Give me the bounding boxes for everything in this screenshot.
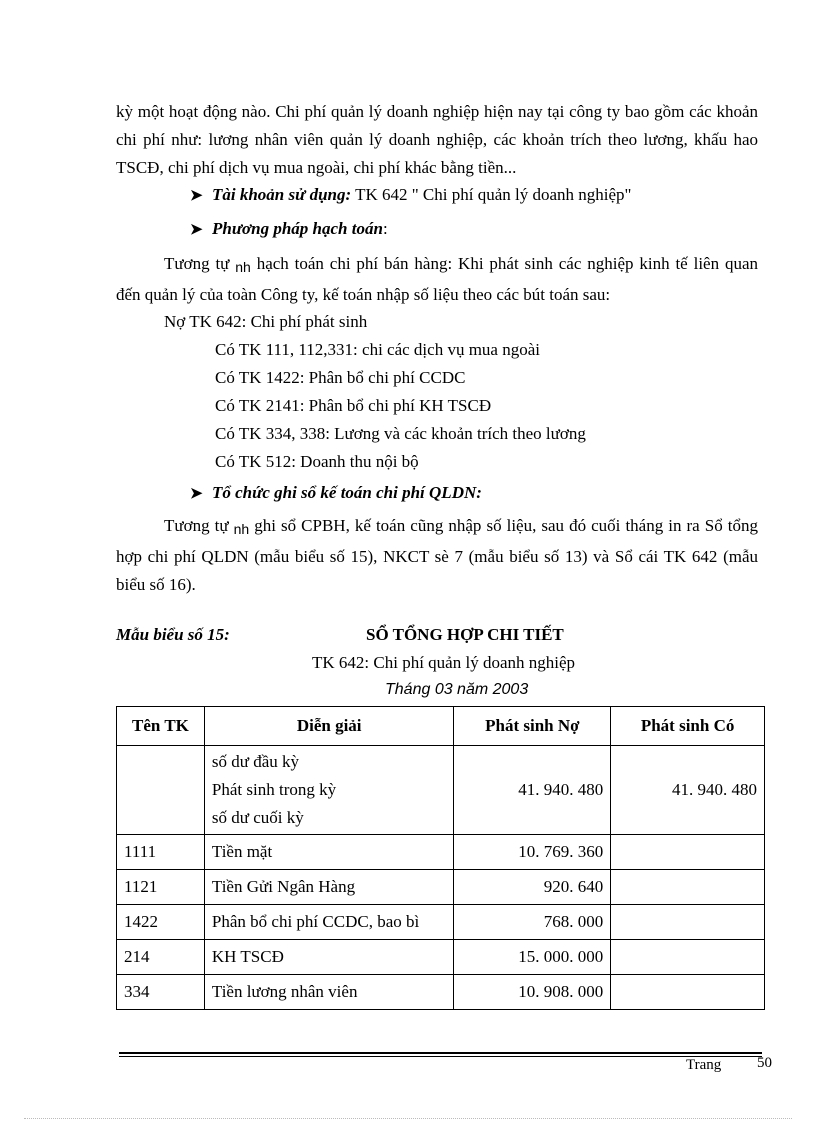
bullet-bookkeeping: ➤ Tổ chức ghi sổ kế toán chi phí QLDN: — [190, 483, 482, 502]
footer-page-number: 50 — [757, 1055, 772, 1071]
arrow-bullet-icon: ➤ — [190, 222, 203, 238]
credit-entry: Có TK 334, 338: Lương và các khoản trích theo lương — [215, 424, 586, 443]
cell-account: 334 — [117, 975, 205, 1010]
form-title: SỔ TỔNG HỢP CHI TIẾT — [366, 625, 564, 644]
arrow-bullet-icon: ➤ — [190, 188, 203, 204]
credit-entry: Có TK 1422: Phân bổ chi phí CCDC — [215, 368, 466, 387]
cell-description: Tiền mặt — [204, 835, 454, 870]
table-row — [117, 746, 765, 835]
footer-divider-thin — [119, 1056, 762, 1057]
credit-entry: Có TK 512: Doanh thu nội bộ — [215, 452, 419, 471]
header-credit: Phát sinh Có — [611, 707, 765, 746]
header-description: Diễn giải — [204, 707, 454, 746]
form-period: Tháng 03 năm 2003 — [385, 681, 529, 698]
page-edge-dotted-line — [24, 1118, 792, 1119]
table-row — [117, 975, 765, 1010]
bookkeeping-paragraph: Tương tự $_{nh}$ ghi sổ CPBH, kế toán cũng nhập số liệu, sau đó cuối tháng in ra Sổ tổng hợp chi phí QLDN (mẫu biểu số 15), NKCT sè 7 (mẫu biểu số 13) và Sổ cái TK 642 (mẫu biểu số 16). — [116, 516, 758, 594]
footer-page-label: Trang — [686, 1057, 722, 1073]
cell-debit: 10. 908. 000 — [454, 975, 611, 1010]
header-debit: Phát sinh Nợ — [454, 707, 611, 746]
cell-description: số dư đầu kỳ Phát sinh trong kỳ số dư cuối kỳ — [204, 746, 454, 835]
cell-description: Tiền Gửi Ngân Hàng — [204, 870, 454, 905]
cell-credit: 41. 940. 480 — [611, 746, 765, 835]
table-row — [117, 940, 765, 975]
table-row — [117, 905, 765, 940]
credit-entry: Có TK 2141: Phân bổ chi phí KH TSCĐ — [215, 396, 492, 415]
intro-paragraph: kỳ một hoạt động nào. Chi phí quản lý doanh nghiệp hiện nay tại công ty bao gồm các khoản chi phí như: lương nhân viên quản lý doanh nghiệp, các khoản trích theo lương, khấu hao TSCĐ, chi phí dịch vụ mua ngoài, chi phí khác bằng tiền... — [116, 102, 758, 177]
cell-account: 1121 — [117, 870, 205, 905]
cell-account — [117, 746, 205, 835]
cell-debit: 768. 000 — [454, 905, 611, 940]
cell-debit: 10. 769. 360 — [454, 835, 611, 870]
cell-debit: 41. 940. 480 — [454, 746, 611, 835]
table-row — [117, 870, 765, 905]
method-paragraph: Tương tự $_{nh}$ hạch toán chi phí bán hàng: Khi phát sinh các nghiệp kinh tế liên quan đến quản lý của toàn Công ty, kế toán nhập số liệu theo các bút toán sau: — [116, 254, 758, 304]
cell-description: KH TSCĐ — [204, 940, 454, 975]
cell-account: 214 — [117, 940, 205, 975]
debit-entry: Nợ TK 642: Chi phí phát sinh — [164, 312, 368, 331]
form-label: Mẫu biểu số 15: — [116, 625, 230, 644]
bullet-accounting-method: ➤ Phương pháp hạch toán: — [190, 219, 388, 238]
table-row — [117, 835, 765, 870]
bullet-account-used: ➤ Tài khoản sử dụng: TK 642 " Chi phí quản lý doanh nghiệp" — [190, 185, 632, 204]
cell-credit — [611, 835, 765, 870]
cell-credit — [611, 905, 765, 940]
cell-description: Tiền lương nhân viên — [204, 975, 454, 1010]
cell-credit — [611, 940, 765, 975]
header-account: Tên TK — [117, 707, 205, 746]
cell-credit — [611, 870, 765, 905]
table-header-row — [117, 707, 765, 746]
form-subtitle: TK 642: Chi phí quản lý doanh nghiệp — [312, 653, 576, 672]
cell-account: 1111 — [117, 835, 205, 870]
arrow-bullet-icon: ➤ — [190, 486, 203, 502]
credit-entry: Có TK 111, 112,331: chi các dịch vụ mua ngoài — [215, 340, 540, 359]
cell-debit: 15. 000. 000 — [454, 940, 611, 975]
cell-credit — [611, 975, 765, 1010]
footer-divider — [119, 1052, 762, 1054]
cell-description: Phân bổ chi phí CCDC, bao bì — [204, 905, 454, 940]
cell-debit: 920. 640 — [454, 870, 611, 905]
expense-summary-table — [116, 706, 765, 1010]
cell-account: 1422 — [117, 905, 205, 940]
